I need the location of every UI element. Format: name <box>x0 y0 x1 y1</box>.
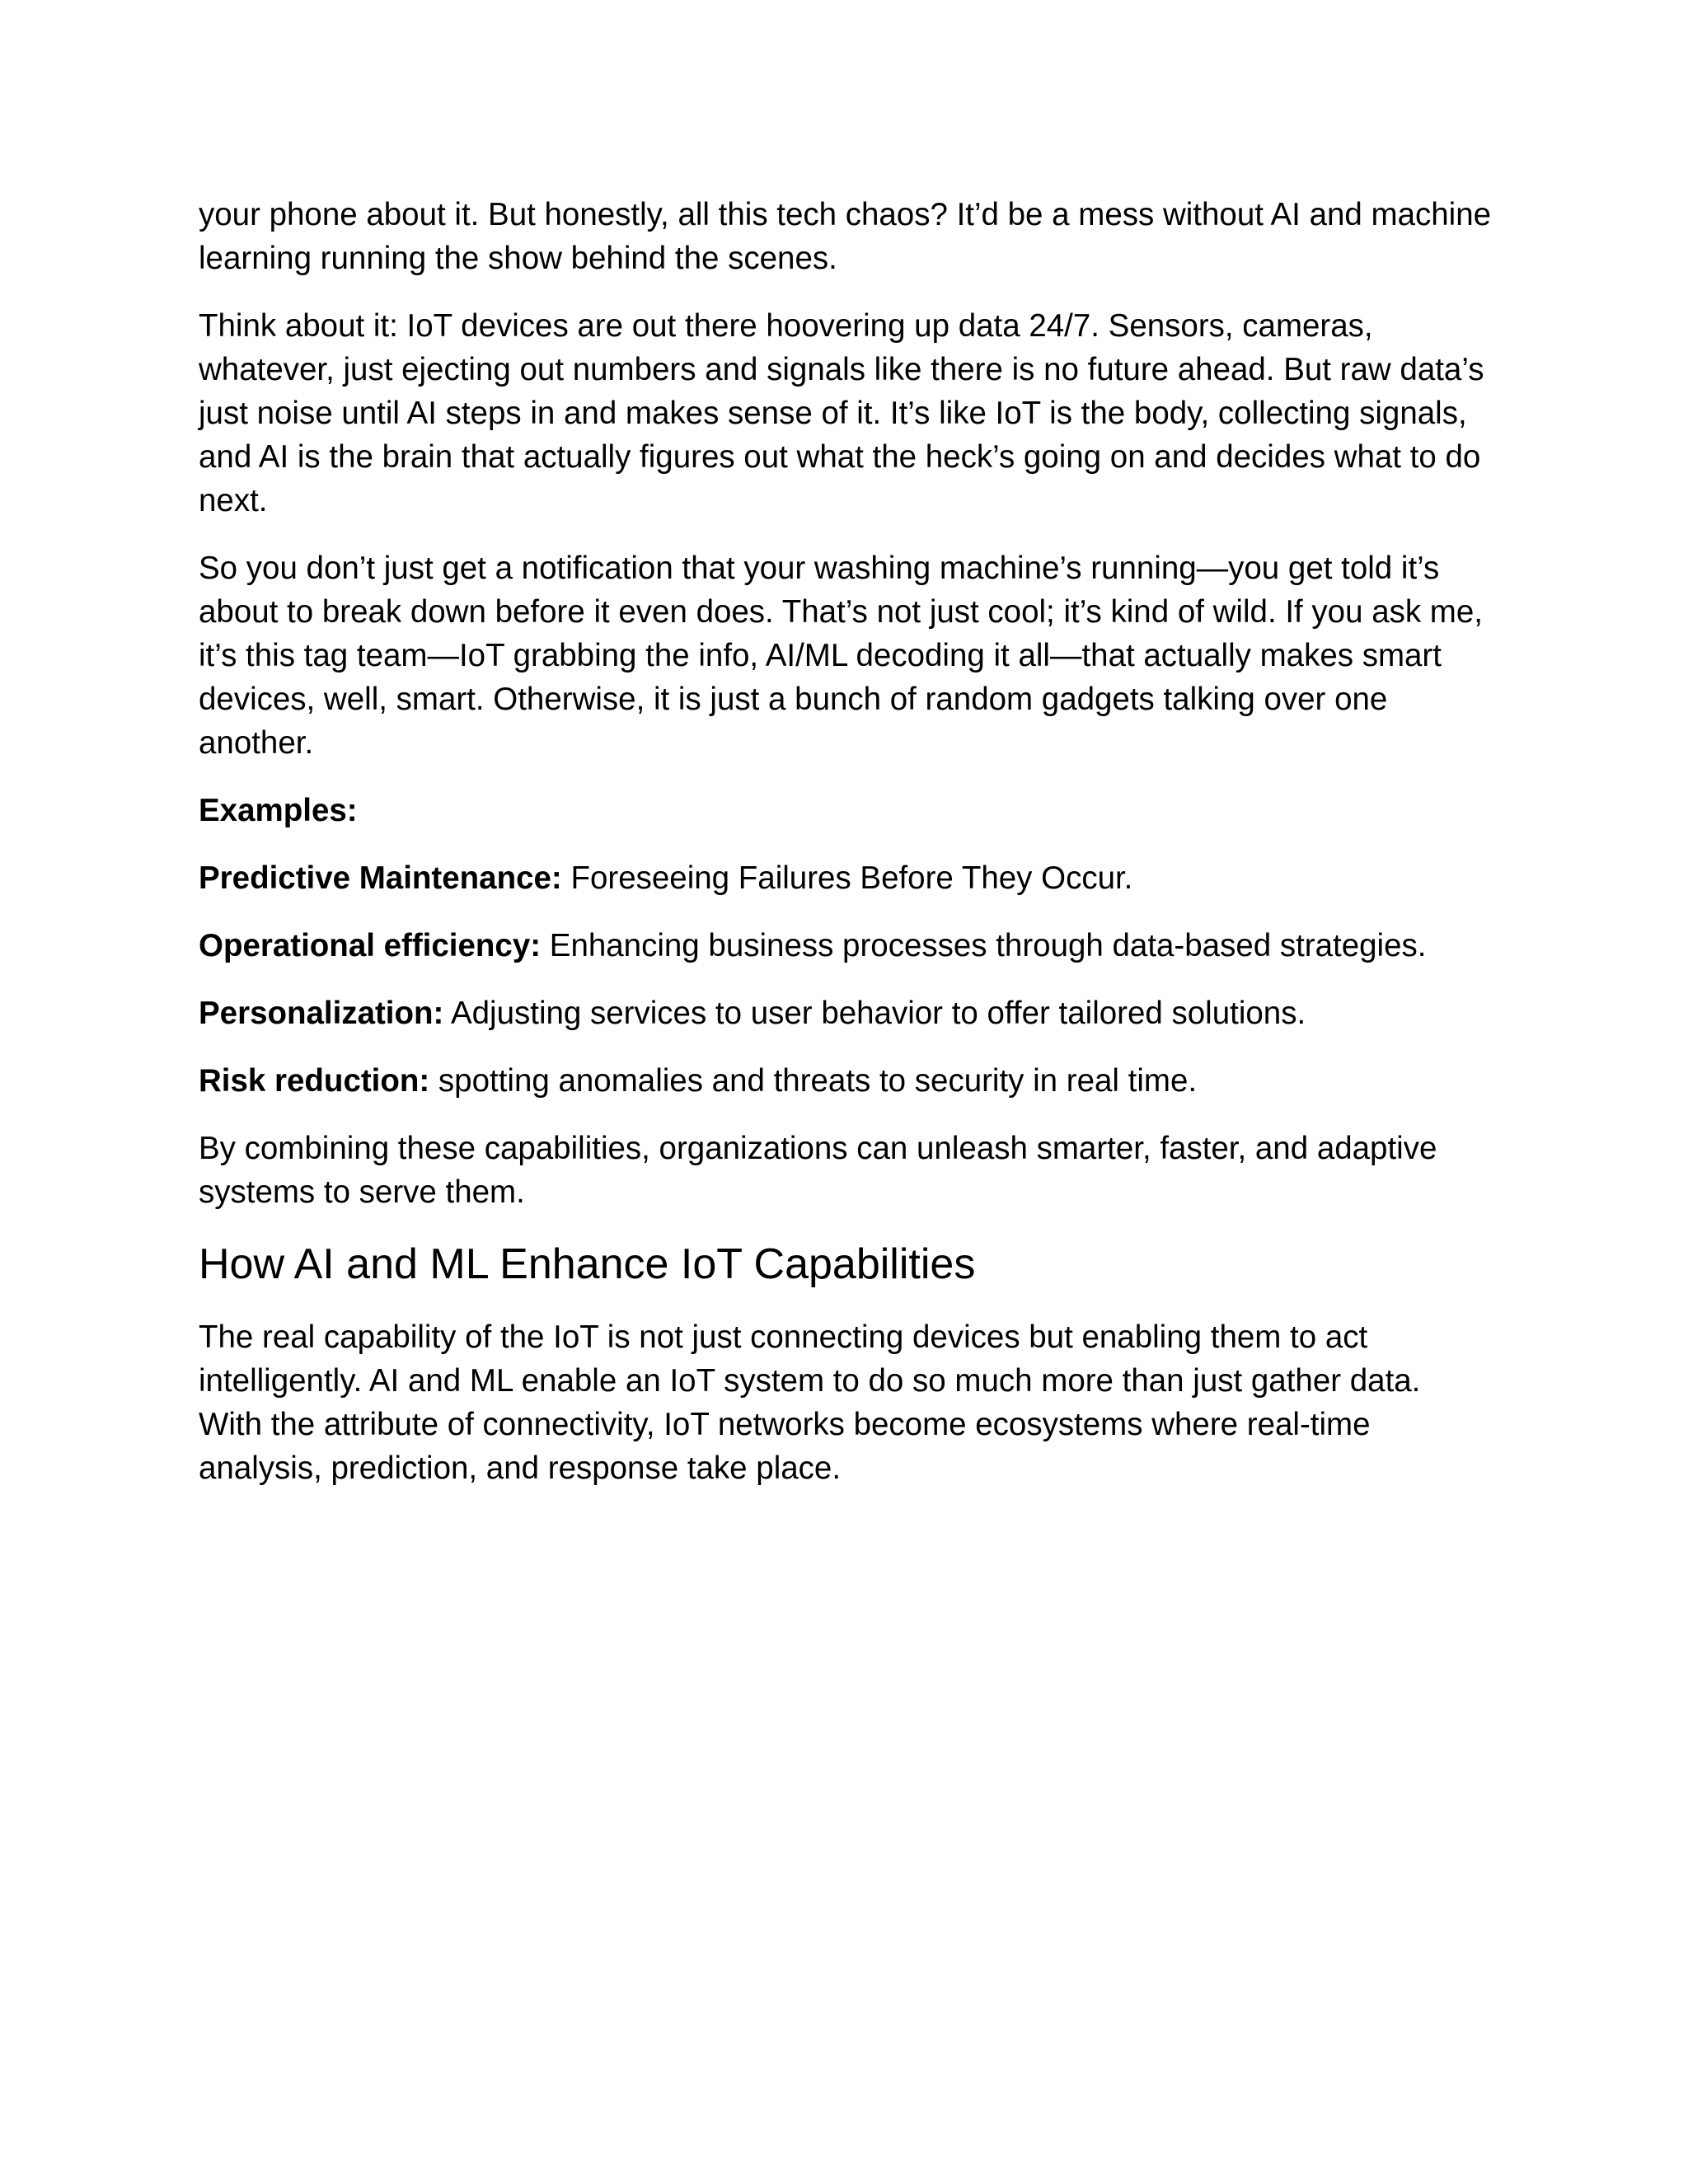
examples-heading: Examples: <box>199 793 358 828</box>
example-item <box>199 856 1493 900</box>
example-description: Foreseeing Failures Before They Occur. <box>561 860 1133 896</box>
document-body <box>199 193 1493 1514</box>
example-description: Adjusting services to user behavior to offer tailored solutions. <box>443 996 1306 1031</box>
section-heading: How AI and ML Enhance IoT Capabilities <box>199 1240 976 1288</box>
example-description: spotting anomalies and threats to security in real time. <box>429 1063 1198 1099</box>
example-term: Predictive Maintenance: <box>199 860 562 896</box>
example-item <box>199 924 1493 968</box>
paragraph-washing-machine: So you don’t just get a notification that your washing machine’s running—you get told it’s about to break down before it even does. That’s not just cool; it’s kind of wild. If you ask me, it’s this tag team—IoT grabbing the info, AI/ML decoding it all—that actually makes smart devices, well, smart. Otherwise, it is just a bunch of random gadgets talking over one another. <box>199 551 1483 761</box>
paragraph-combining: By combining these capabilities, organizations can unleash smarter, faster, and adaptive systems to serve them. <box>199 1131 1437 1210</box>
paragraph-real-capability: The real capability of the IoT is not just connecting devices but enabling them to act intelligently. AI and ML enable an IoT system to do so much more than just gather data. With the attribute of connectivity, IoT networks become ecosystems where real-time analysis, prediction, and response take place. <box>199 1319 1421 1486</box>
example-item <box>199 991 1493 1035</box>
paragraph-continuation: your phone about it. But honestly, all this tech chaos? It’d be a mess without AI and machine learning running the show behind the scenes. <box>199 197 1492 276</box>
example-description: Enhancing business processes through data-based strategies. <box>541 928 1427 963</box>
example-term: Personalization: <box>199 996 444 1031</box>
example-term: Operational efficiency: <box>199 928 542 963</box>
example-item <box>199 1059 1493 1103</box>
example-term: Risk reduction: <box>199 1063 430 1099</box>
paragraph-think-about-it: Think about it: IoT devices are out there hoovering up data 24/7. Sensors, cameras, whatever, just ejecting out numbers and signals like there is no future ahead. But raw data’s just noise until AI steps in and makes sense of it. It’s like IoT is the body, collecting signals, and AI is the brain that actually figures out what the heck’s going on and decides what to do next. <box>199 308 1484 518</box>
